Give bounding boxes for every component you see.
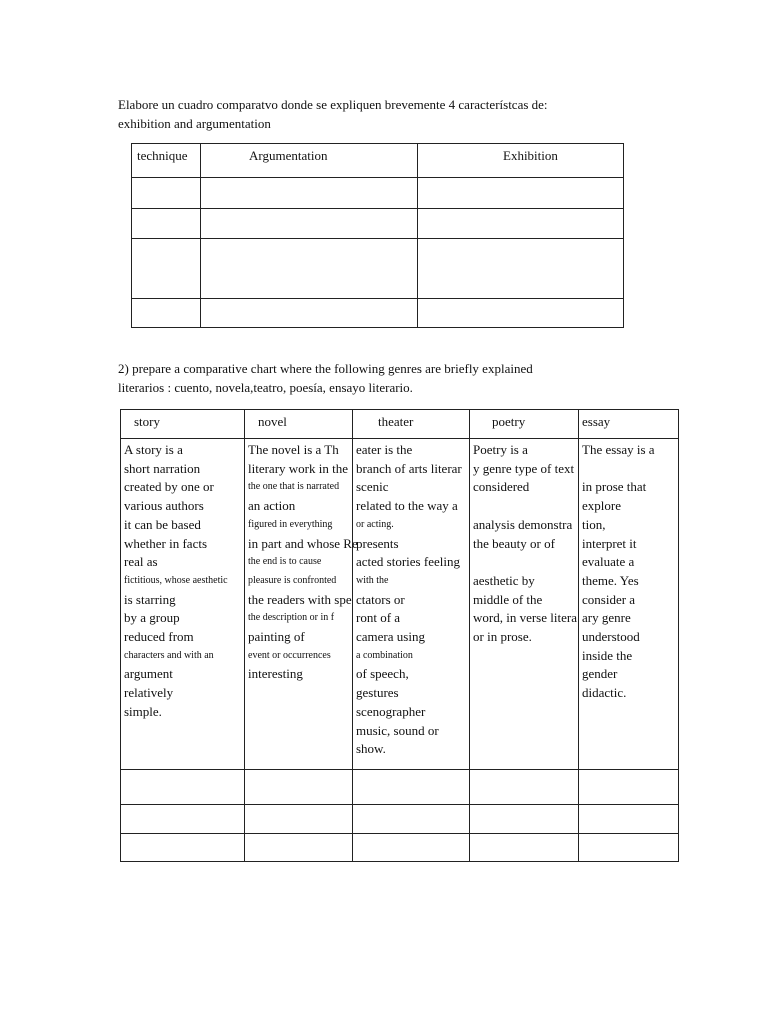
table-cell — [579, 770, 679, 805]
header-theater: theater — [353, 410, 470, 439]
novel-line: painting of — [248, 629, 305, 644]
theater-line: or acting. — [356, 518, 394, 530]
essay-cell — [579, 439, 679, 770]
theater-line: of speech, — [356, 666, 409, 682]
novel-line: the one that is narrated — [248, 481, 340, 493]
essay-line: explore — [582, 498, 621, 514]
header-story: story — [121, 410, 245, 439]
story-line: reduced from — [124, 629, 194, 644]
section-2-line-1: 2) prepare a comparative chart where the following genres are briefly explained — [118, 361, 533, 376]
story-line: it can be based — [124, 516, 201, 532]
theater-line: presents — [356, 535, 399, 551]
essay-line: tion, — [582, 516, 606, 532]
table-row — [132, 299, 624, 328]
header-essay: essay — [579, 410, 679, 439]
table-cell — [121, 834, 245, 862]
novel-line: event or occurrences — [248, 649, 331, 661]
table-row — [132, 239, 624, 299]
table-cell — [132, 178, 201, 209]
table-header-row — [121, 410, 679, 439]
intro-line-2: exhibition and argumentation — [118, 116, 271, 131]
story-line: relatively — [124, 685, 174, 701]
novel-line: literary work in the — [248, 460, 348, 476]
theater-line: ctators or — [356, 591, 405, 607]
table-cell — [201, 209, 418, 239]
story-line: created by one or — [124, 479, 214, 495]
theater-cell — [353, 439, 470, 770]
table-row-content — [121, 439, 679, 770]
table-cell — [353, 805, 470, 834]
story-line: fictitious, whose aesthetic — [124, 574, 228, 586]
poetry-line: Poetry is a — [473, 442, 528, 457]
table-cell — [418, 239, 624, 299]
poetry-line: or in prose. — [473, 629, 532, 644]
section-2-line-2: literarios : cuento, novela,teatro, poesía, ensayo literario. — [118, 380, 413, 395]
table-cell — [579, 834, 679, 862]
essay-line: ary genre — [582, 610, 631, 626]
novel-line: figured in everything — [248, 518, 333, 530]
essay-line: The essay is a — [582, 442, 655, 457]
poetry-cell — [470, 439, 579, 770]
novel-line: the end is to cause — [248, 556, 322, 568]
novel-line: an action — [248, 498, 296, 514]
table-cell — [245, 770, 353, 805]
story-line: characters and with an — [124, 649, 214, 661]
story-line: short narration — [124, 460, 201, 476]
table-cell — [353, 770, 470, 805]
header-novel: novel — [245, 410, 353, 439]
table-cell — [245, 834, 353, 862]
story-line: by a group — [124, 610, 180, 626]
table-cell — [470, 770, 579, 805]
poetry-line: middle of the — [473, 591, 543, 607]
theater-line: eater is the — [356, 442, 413, 457]
table-cell — [418, 299, 624, 328]
novel-line: the readers with spe — [248, 591, 352, 607]
poetry-line: y genre type of text — [473, 460, 575, 476]
theater-line: show. — [356, 741, 386, 757]
novel-cell — [245, 439, 358, 770]
intro-text — [118, 95, 548, 133]
theater-line: acted stories feeling — [356, 554, 460, 570]
table-cell — [418, 178, 624, 209]
poetry-line: analysis demonstra — [473, 516, 573, 532]
table-cell — [245, 805, 353, 834]
story-line: simple. — [124, 703, 162, 719]
story-line: real as — [124, 554, 158, 570]
story-line: argument — [124, 666, 173, 682]
theater-line: branch of arts literar — [356, 460, 462, 476]
novel-line: interesting — [248, 666, 303, 682]
novel-line: pleasure is confronted — [248, 574, 337, 586]
table-cell — [201, 299, 418, 328]
novel-line: the description or in f — [248, 612, 335, 624]
theater-line: related to the way a — [356, 498, 458, 514]
theater-line: music, sound or — [356, 722, 439, 738]
essay-line: evaluate a — [582, 554, 635, 570]
table-row — [121, 834, 679, 862]
essay-line: gender — [582, 666, 618, 682]
essay-line: interpret it — [582, 535, 637, 551]
theater-line: gestures — [356, 685, 399, 701]
table-cell — [418, 209, 624, 239]
table-cell — [201, 178, 418, 209]
table-cell — [470, 834, 579, 862]
table-cell — [121, 770, 245, 805]
essay-line: inside the — [582, 647, 633, 663]
table-cell — [132, 239, 201, 299]
theater-line: with the — [356, 574, 389, 586]
table-row — [132, 209, 624, 239]
table-header-row — [132, 144, 624, 178]
intro-line-1: Elabore un cuadro comparatvo donde se expliquen brevemente 4 característcas de: — [118, 97, 548, 112]
table-cell — [132, 209, 201, 239]
essay-line: theme. Yes — [582, 572, 639, 588]
essay-line: didactic. — [582, 685, 627, 701]
story-line: whether in facts — [124, 535, 208, 551]
story-line: A story is a — [124, 442, 183, 457]
header-technique: technique — [132, 144, 201, 178]
genres-table — [120, 409, 679, 862]
story-line: is starring — [124, 591, 176, 607]
poetry-line: considered — [473, 479, 530, 495]
table-cell — [132, 299, 201, 328]
essay-line: consider a — [582, 591, 636, 607]
table-cell — [470, 805, 579, 834]
novel-line: in part and whose Re — [248, 535, 358, 551]
table-row — [121, 770, 679, 805]
theater-line: a combination — [356, 649, 413, 661]
theater-line: camera using — [356, 629, 425, 644]
header-poetry: poetry — [470, 410, 579, 439]
header-argumentation: Argumentation — [201, 144, 418, 178]
table-cell — [201, 239, 418, 299]
table-cell — [579, 805, 679, 834]
comparison-table-1 — [131, 143, 624, 328]
table-cell — [121, 805, 245, 834]
story-line: various authors — [124, 498, 204, 514]
table-row — [132, 178, 624, 209]
novel-line: The novel is a Th — [248, 442, 339, 457]
theater-line: scenic — [356, 479, 389, 495]
table-row — [121, 805, 679, 834]
section-2-text — [118, 359, 533, 397]
table-cell — [353, 834, 470, 862]
story-cell — [121, 439, 245, 770]
essay-line: in prose that — [582, 479, 647, 495]
theater-line: ront of a — [356, 610, 401, 626]
poetry-line: the beauty or of — [473, 535, 555, 551]
essay-line: understood — [582, 629, 640, 644]
poetry-line: aesthetic by — [473, 572, 535, 588]
theater-line: scenographer — [356, 703, 426, 719]
poetry-line: word, in verse litera — [473, 610, 577, 626]
header-exhibition: Exhibition — [418, 144, 624, 178]
